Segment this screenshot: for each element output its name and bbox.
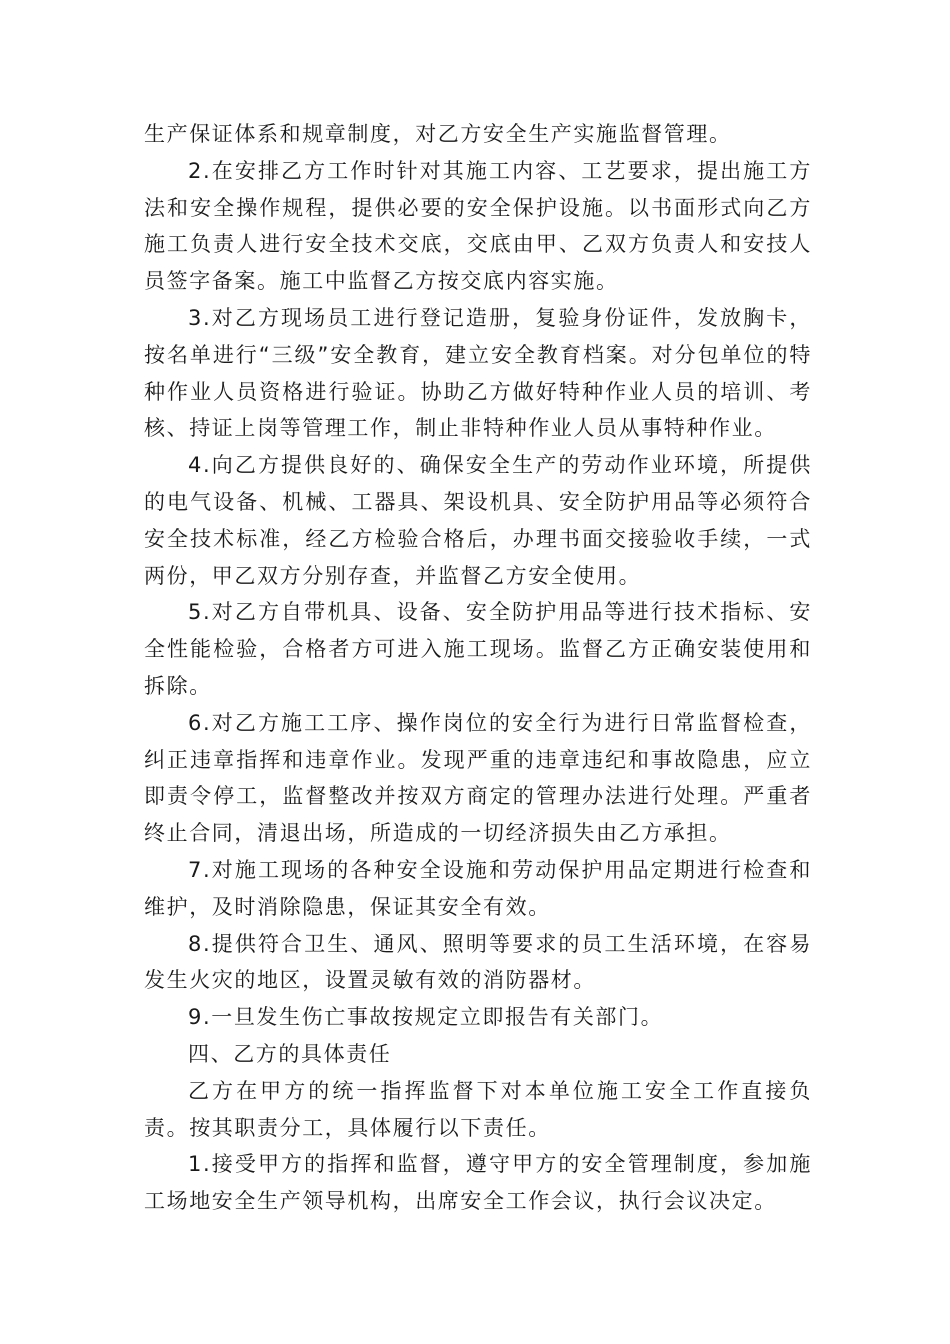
paragraph-item-8: 8.提供符合卫生、通风、照明等要求的员工生活环境，在容易发生火灾的地区，设置灵敏有效的消防器材。 — [144, 931, 812, 993]
paragraph-item-9: 9.一旦发生伤亡事故按规定立即报告有关部门。 — [188, 1005, 664, 1030]
paragraph-item-2: 2.在安排乙方工作时针对其施工内容、工艺要求，提出施工方法和安全操作规程，提供必要的安全保护设施。以书面形式向乙方施工负责人进行安全技术交底，交底由甲、乙双方负责人和安技人员签字备案。施工中监督乙方按交底内容实施。 — [144, 158, 812, 294]
document-body — [144, 116, 812, 1220]
paragraph-item-4: 4.向乙方提供良好的、确保安全生产的劳动作业环境，所提供的电气设备、机械、工器具、架设机具、安全防护用品等必须符合安全技术标准，经乙方检验合格后，办理书面交接验收手续，一式两份，甲乙双方分别存查，并监督乙方安全使用。 — [144, 453, 812, 588]
paragraph-item-7: 7.对施工现场的各种安全设施和劳动保护用品定期进行检查和维护，及时消除隐患，保证其安全有效。 — [144, 857, 812, 919]
paragraph-item-6: 6.对乙方施工工序、操作岗位的安全行为进行日常监督检查，纠正违章指挥和违章作业。发现严重的违章违纪和事故隐患，应立即责令停工，监督整改并按双方商定的管理办法进行处理。严重者终止合同，清退出场，所造成的一切经济损失由乙方承担。 — [144, 710, 812, 846]
paragraph-item-3: 3.对乙方现场员工进行登记造册，复验身份证件，发放胸卡，按名单进行“三级”安全教育，建立安全教育档案。对分包单位的特种作业人员资格进行验证。协助乙方做好特种作业人员的培训、考核、持证上岗等管理工作，制止非特种作业人员从事特种作业。 — [144, 305, 812, 441]
paragraph-continuation: 生产保证体系和规章制度，对乙方安全生产实施监督管理。 — [144, 122, 732, 146]
section-heading: 四、乙方的具体责任 — [188, 1041, 392, 1066]
section-intro: 乙方在甲方的统一指挥监督下对本单位施工安全工作直接负责。按其职责分工，具体履行以下责任。 — [144, 1078, 812, 1140]
paragraph-item-1: 1.接受甲方的指挥和监督，遵守甲方的安全管理制度，参加施工场地安全生产领导机构，出席安全工作会议，执行会议决定。 — [144, 1152, 812, 1214]
paragraph-item-5: 5.对乙方自带机具、设备、安全防护用品等进行技术指标、安全性能检验，合格者方可进入施工现场。监督乙方正确安装使用和拆除。 — [144, 600, 812, 698]
